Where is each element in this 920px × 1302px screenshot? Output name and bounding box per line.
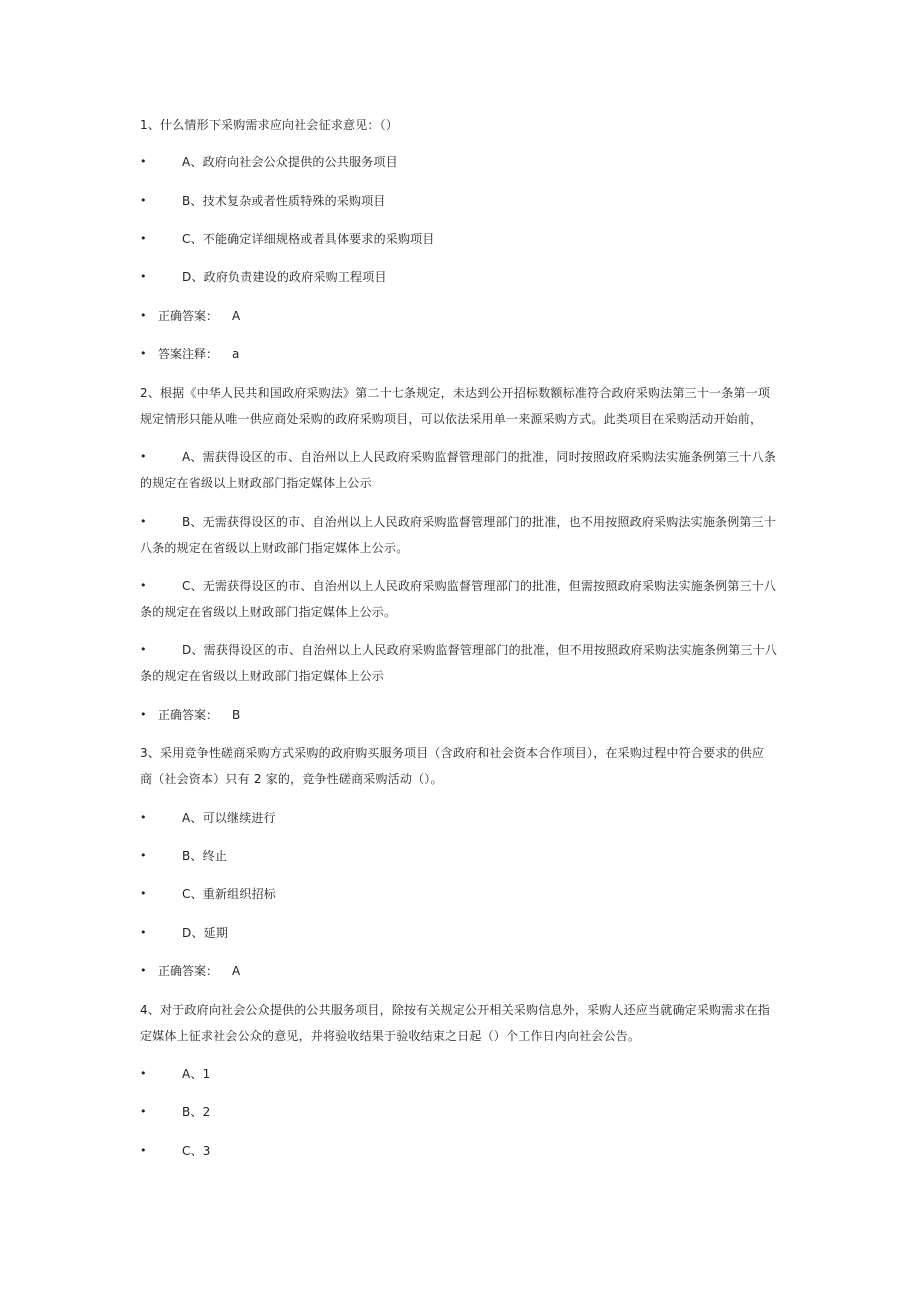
bullet-icon: •: [140, 579, 147, 592]
question-3-stem-line-2: 商（社会资本）只有 2 家的，竞争性磋商采购活动（）。: [140, 772, 443, 786]
bullet-icon: •: [140, 515, 147, 528]
question-4-option-c: C、3: [182, 1144, 211, 1158]
question-1-answer-label: 正确答案：: [158, 309, 219, 323]
question-3-option-c: C、重新组织招标: [182, 887, 276, 901]
bullet-icon: •: [140, 347, 147, 360]
bullet-icon: •: [140, 926, 147, 939]
bullet-icon: •: [140, 811, 147, 824]
bullet-icon: •: [140, 232, 147, 245]
bullet-icon: •: [140, 270, 147, 283]
question-1-option-b: B、技术复杂或者性质特殊的采购项目: [182, 194, 386, 208]
question-4-stem-line-1: 4、对于政府向社会公众提供的公共服务项目，除按有关规定公开相关采购信息外，采购人还应当就确定采购需求在指: [140, 1003, 771, 1017]
question-1-option-d: D、政府负责建设的政府采购工程项目: [182, 270, 387, 284]
question-3-answer: A: [232, 964, 241, 978]
question-2-answer-label: 正确答案：: [158, 708, 219, 722]
question-1-note-label: 答案注释：: [158, 347, 219, 361]
question-2-stem-line-1: 2、根据《中华人民共和国政府采购法》第二十七条规定，未达到公开招标数额标准符合政府采购法第三十一条第一项: [140, 386, 771, 400]
question-4-stem-line-2: 定媒体上征求社会公众的意见，并将验收结果于验收结束之日起（）个工作日内向社会公告。: [140, 1029, 641, 1043]
bullet-icon: •: [140, 708, 147, 721]
question-2-option-a-line-2: 的规定在省级以上财政部门指定媒体上公示: [140, 476, 372, 490]
bullet-icon: •: [140, 309, 147, 322]
bullet-icon: •: [140, 643, 147, 656]
question-2-answer: B: [232, 708, 241, 722]
question-3-option-d: D、延期: [182, 926, 229, 940]
bullet-icon: •: [140, 1144, 147, 1157]
question-1-option-c: C、不能确定详细规格或者具体要求的采购项目: [182, 232, 435, 246]
bullet-icon: •: [140, 450, 147, 463]
question-1-stem: 1、什么情形下采购需求应向社会征求意见：（）: [140, 118, 399, 132]
bullet-icon: •: [140, 849, 147, 862]
question-2-option-c-line-1: C、无需获得设区的市、自治州以上人民政府采购监督管理部门的批准，但需按照政府采购法实施条例第三十八: [182, 579, 777, 593]
question-1-option-a: A、政府向社会公众提供的公共服务项目: [182, 155, 398, 169]
question-3-stem-line-1: 3、采用竞争性磋商采购方式采购的政府购买服务项目（含政府和社会资本合作项目），在采购过程中符合要求的供应: [140, 746, 765, 760]
question-3-option-b: B、终止: [182, 849, 228, 863]
question-2-stem-line-2: 规定情形只能从唯一供应商处采购的政府采购项目，可以依法采用单一来源采购方式。此类项目在采购活动开始前，: [140, 412, 763, 426]
bullet-icon: •: [140, 964, 147, 977]
question-3-answer-label: 正确答案：: [158, 964, 219, 978]
bullet-icon: •: [140, 887, 147, 900]
question-4-option-b: B、2: [182, 1105, 211, 1119]
bullet-icon: •: [140, 1067, 147, 1080]
bullet-icon: •: [140, 194, 147, 207]
question-2-option-a-line-1: A、需获得设区的市、自治州以上人民政府采购监督管理部门的批准，同时按照政府采购法实施条例第三十八条: [182, 450, 777, 464]
question-2-option-c-line-2: 条的规定在省级以上财政部门指定媒体上公示。: [140, 605, 397, 619]
question-2-option-b-line-2: 八条的规定在省级以上财政部门指定媒体上公示。: [140, 541, 409, 555]
question-2-option-d-line-1: D、需获得设区的市、自治州以上人民政府采购监督管理部门的批准，但不用按照政府采购法实施条例第三十八: [182, 643, 778, 657]
question-2-option-d-line-2: 条的规定在省级以上财政部门指定媒体上公示: [140, 669, 385, 683]
question-3-option-a: A、可以继续进行: [182, 811, 276, 825]
question-1-answer: A: [232, 309, 241, 323]
question-1-note: a: [232, 347, 240, 361]
question-4-option-a: A、1: [182, 1067, 211, 1081]
question-2-option-b-line-1: B、无需获得设区的市、自治州以上人民政府采购监督管理部门的批准，也不用按照政府采购法实施条例第三十: [182, 515, 777, 529]
bullet-icon: •: [140, 155, 147, 168]
bullet-icon: •: [140, 1105, 147, 1118]
